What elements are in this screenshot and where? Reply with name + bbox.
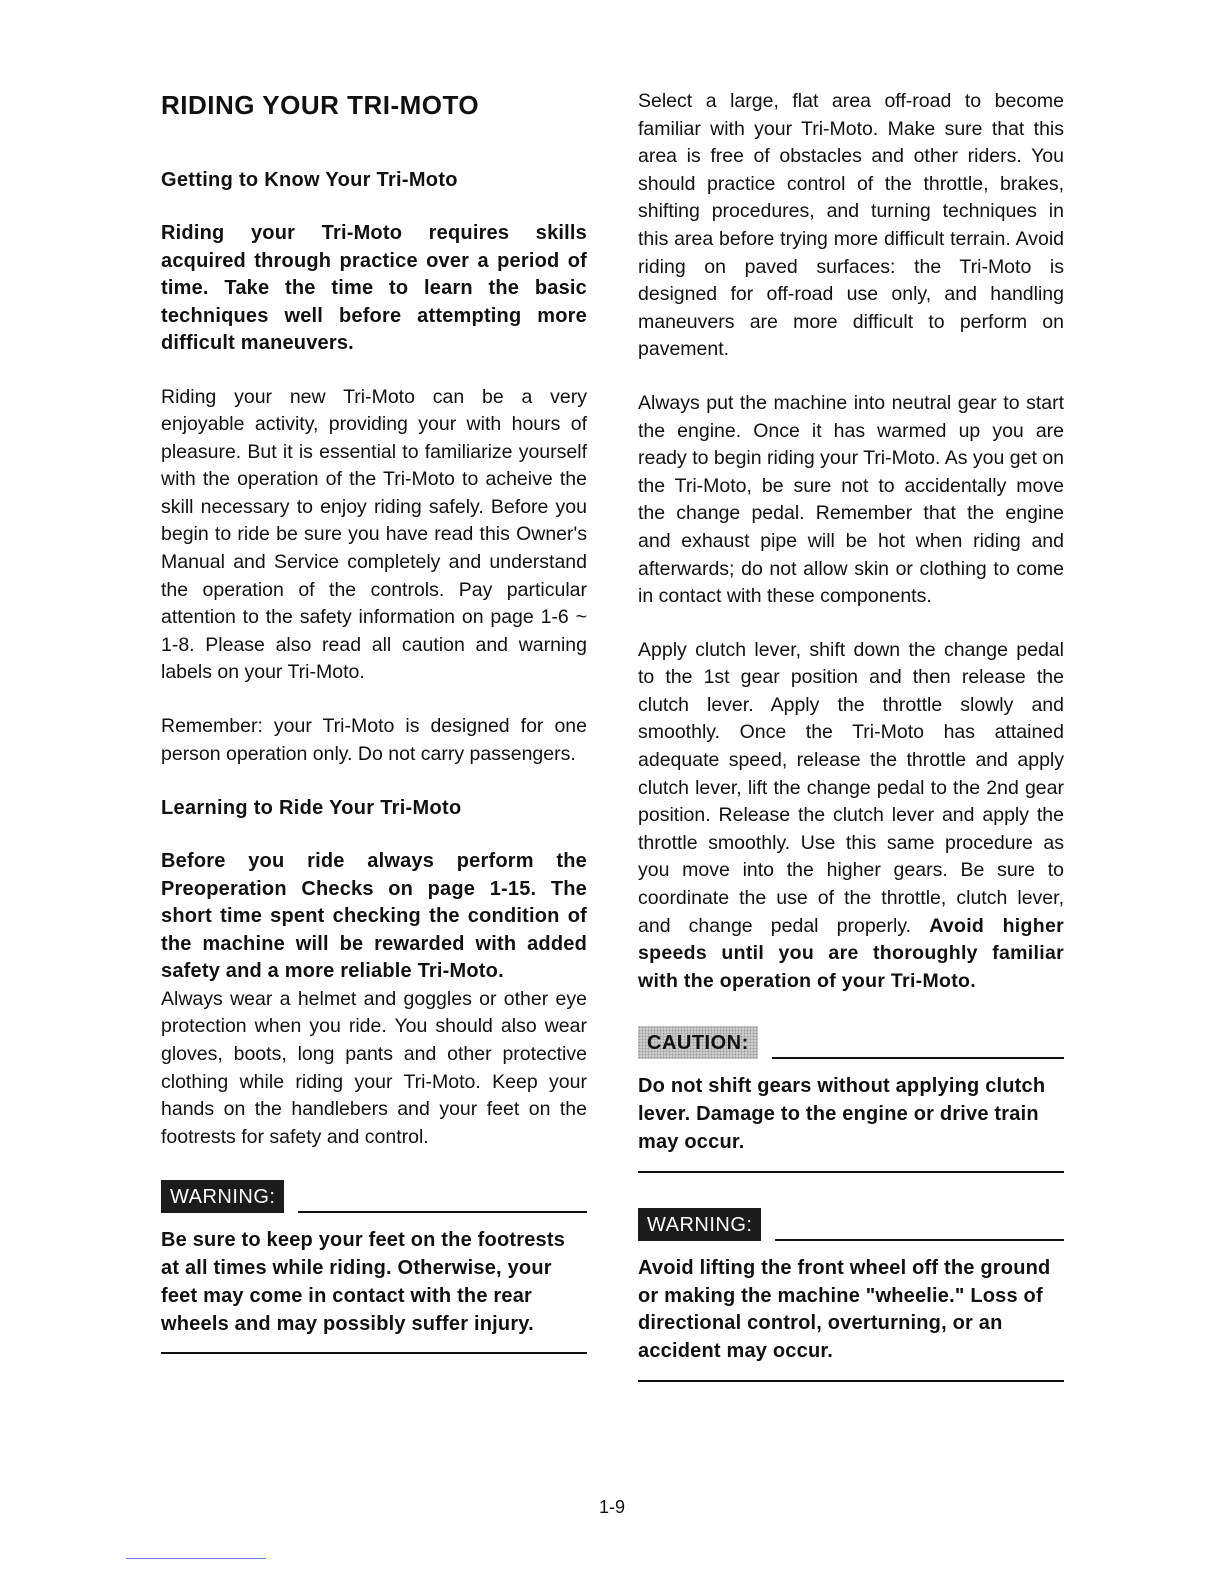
paragraph-clutch-procedure-bold: Avoid higher speeds until you are thoroughly familiar with the operation of your Tri-Moto. — [638, 914, 1064, 992]
warning-header-right — [638, 1203, 1064, 1241]
warning-header-rule — [298, 1211, 587, 1213]
right-column — [638, 88, 1064, 1382]
page-number: 1-9 — [598, 1497, 625, 1517]
scan-artifact-line — [126, 1558, 266, 1559]
warning-text: Be sure to keep your feet on the footrests at all times while riding. Otherwise, your feet may come in contact with the rear wheels and may possibly suffer injury. — [161, 1229, 566, 1335]
warning-label: WARNING: — [161, 1180, 284, 1213]
warning-bottom-rule — [161, 1352, 587, 1354]
section-heading-learning-to-ride: Learning to Ride Your Tri-Moto — [161, 797, 462, 820]
paragraph-clutch-procedure-text: Apply clutch lever, shift down the change pedal to the 1st gear position and then release the clutch lever. Apply the throttle slowly and smoothly. Once the Tri-Moto has attained adequate speed, release the throttle and apply clutch lever, lift the change pedal to the 2nd gear position. Release the clutch lever and apply the throttle smoothly. Use this same procedure as you move into the higher gears. Be sure to coordinate the use of the throttle, clutch lever, and change pedal properly. — [638, 638, 1064, 937]
caution-box-shift-gears — [638, 1021, 1064, 1172]
warning-box-footrests — [161, 1175, 587, 1354]
warning-bottom-rule-right — [638, 1380, 1064, 1382]
warning-header — [161, 1175, 587, 1213]
caution-bottom-rule — [638, 1171, 1064, 1173]
paragraph-clutch-procedure — [638, 637, 1064, 996]
caution-header-rule — [772, 1057, 1064, 1059]
page-title: RIDING YOUR TRI-MOTO — [161, 90, 480, 120]
paragraph-protective-gear: Always wear a helmet and goggles or other eye protection when you ride. You should also wear gloves, boots, long pants and other protective clothing while riding your Tri-Moto. Keep your hands on the handlebers and your feet on the footrests for safety and control. — [161, 987, 587, 1148]
caution-header — [638, 1021, 1064, 1059]
warning-box-wheelie — [638, 1203, 1064, 1382]
warning-label-right: WARNING: — [638, 1208, 761, 1241]
paragraph-remember-one-person: Remember: your Tri-Moto is designed for one person operation only. Do not carry passengers. — [161, 715, 587, 765]
paragraph-neutral-gear: Always put the machine into neutral gear to start the engine. Once it has warmed up you are ready to begin riding your Tri-Moto. As you get on the Tri-Moto, be sure not to accidentally move the change pedal. Remember that the engine and exhaust pipe will be hot when riding and afterwards; do not allow skin or clothing to come in contact with these components. — [638, 391, 1064, 608]
left-column — [161, 88, 587, 1354]
paragraph-select-area: Select a large, flat area off-road to become familiar with your Tri-Moto. Make sure that this area is free of obstacles and other riders. You should practice control of the throttle, brakes, shifting procedures, and turning techniques in this area before trying more difficult terrain. Avoid riding on paved surfaces: the Tri-Moto is designed for off-road use only, and handling maneuvers are more difficult to perform on pavement. — [638, 90, 1064, 361]
paragraph-new-tri-moto: Riding your new Tri-Moto can be a very enjoyable activity, providing your with hours of pleasure. But it is essential to familiarize yourself with the operation of the Tri-Moto to acheive the skill necessary to enjoy riding safely. Before you begin to ride be sure you have read this Owner's Manual and Service completely and understand the operation of the controls. Pay particular attention to the safety information on page 1-6 ~ 1-8. Please also read all caution and warning labels on your Tri-Moto. — [161, 385, 587, 684]
section-intro-getting-to-know: Riding your Tri-Moto requires skills acquired through practice over a period of time. Take the time to learn the basic techniques well before attempting more difficult maneuvers. — [161, 222, 587, 354]
warning-text-right: Avoid lifting the front wheel off the ground or making the machine "wheelie." Loss of directional control, overturning, or an accident may occur. — [638, 1256, 1051, 1363]
caution-label: CAUTION: — [638, 1026, 758, 1059]
section-heading-getting-to-know: Getting to Know Your Tri-Moto — [161, 169, 458, 191]
warning-header-rule-right — [775, 1239, 1064, 1241]
caution-text: Do not shift gears without applying clutch lever. Damage to the engine or drive train may occur. — [638, 1075, 1046, 1153]
section-intro-learning-to-ride: Before you ride always perform the Preoperation Checks on page 1-15. The short time spent checking the condition of the machine will be rewarded with added safety and a more reliable Tri-Moto. — [161, 850, 587, 983]
